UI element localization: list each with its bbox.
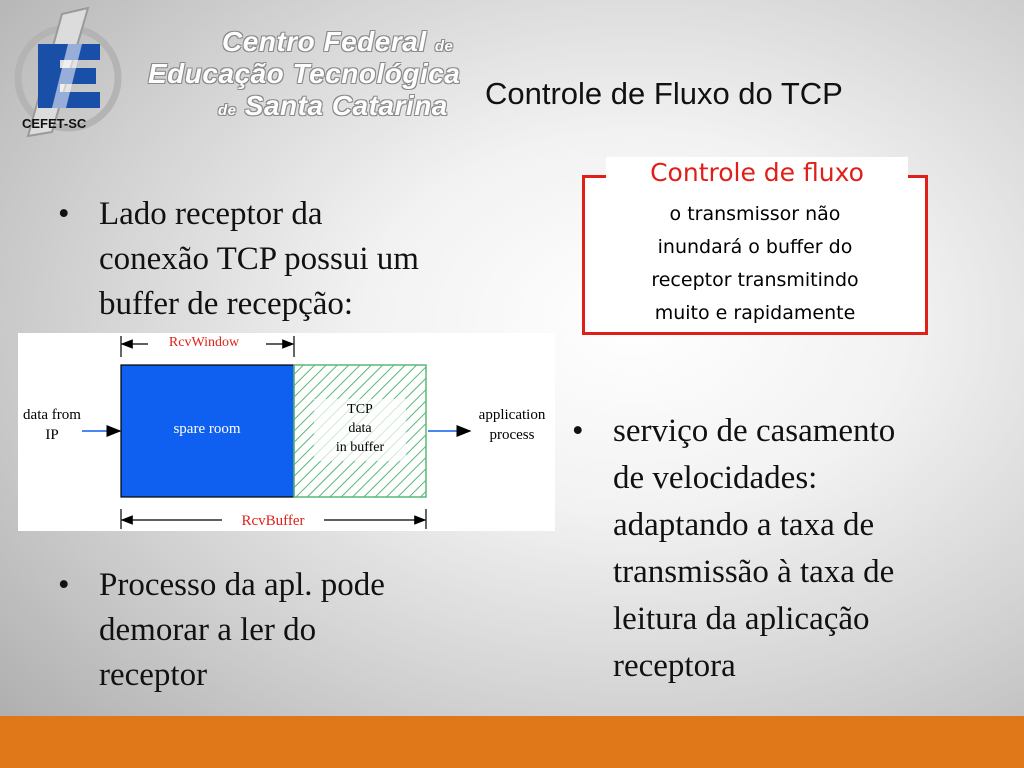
callout-line: receptor transmitindo: [651, 269, 859, 291]
callout-line: o transmissor não: [669, 203, 841, 225]
application-label-2: process: [489, 427, 535, 443]
callout-line: inundará o buffer do: [657, 236, 853, 258]
tcp-data-label-3: in buffer: [335, 440, 385, 455]
data-from-label-2: IP: [45, 427, 59, 443]
slide-title: Controle de Fluxo do TCP: [485, 76, 843, 111]
tcp-data-label-2: data: [348, 421, 372, 436]
bullet-receiver-buffer: • Lado receptor da conexão TCP possui um buffer de recepção:: [99, 192, 419, 327]
tcp-data-label-1: TCP: [347, 402, 373, 417]
callout-body: [588, 198, 922, 330]
bullet-marker: •: [572, 413, 584, 449]
org-name-line-1: Centro Federal de: [222, 26, 454, 57]
rcvwindow-label: RcvWindow: [168, 335, 240, 350]
org-name-line-3: de Santa Catarina: [218, 90, 448, 121]
logo-caption: CEFET-SC: [22, 116, 87, 131]
rcvbuffer-label: RcvBuffer: [241, 513, 305, 529]
application-label-1: application: [478, 407, 546, 423]
data-from-label-1: data from: [23, 407, 81, 423]
bullet-marker: •: [58, 196, 70, 232]
bullet-marker: •: [58, 567, 70, 603]
org-name-line-2: Educação Tecnológica: [148, 58, 461, 89]
footer-bar: [0, 716, 1024, 768]
bullet-speed-matching: • serviço de casamento de velocidades: adaptando a taxa de transmissão à taxa de leitura da aplicação receptora: [613, 408, 895, 690]
receive-buffer-diagram: [18, 333, 555, 531]
bullet-app-process: • Processo da apl. pode demorar a ler do receptor: [99, 563, 385, 698]
spare-room-label: spare room: [173, 421, 241, 437]
callout-title: Controle de fluxo: [606, 157, 908, 189]
callout-line: muito e rapidamente: [654, 302, 856, 324]
